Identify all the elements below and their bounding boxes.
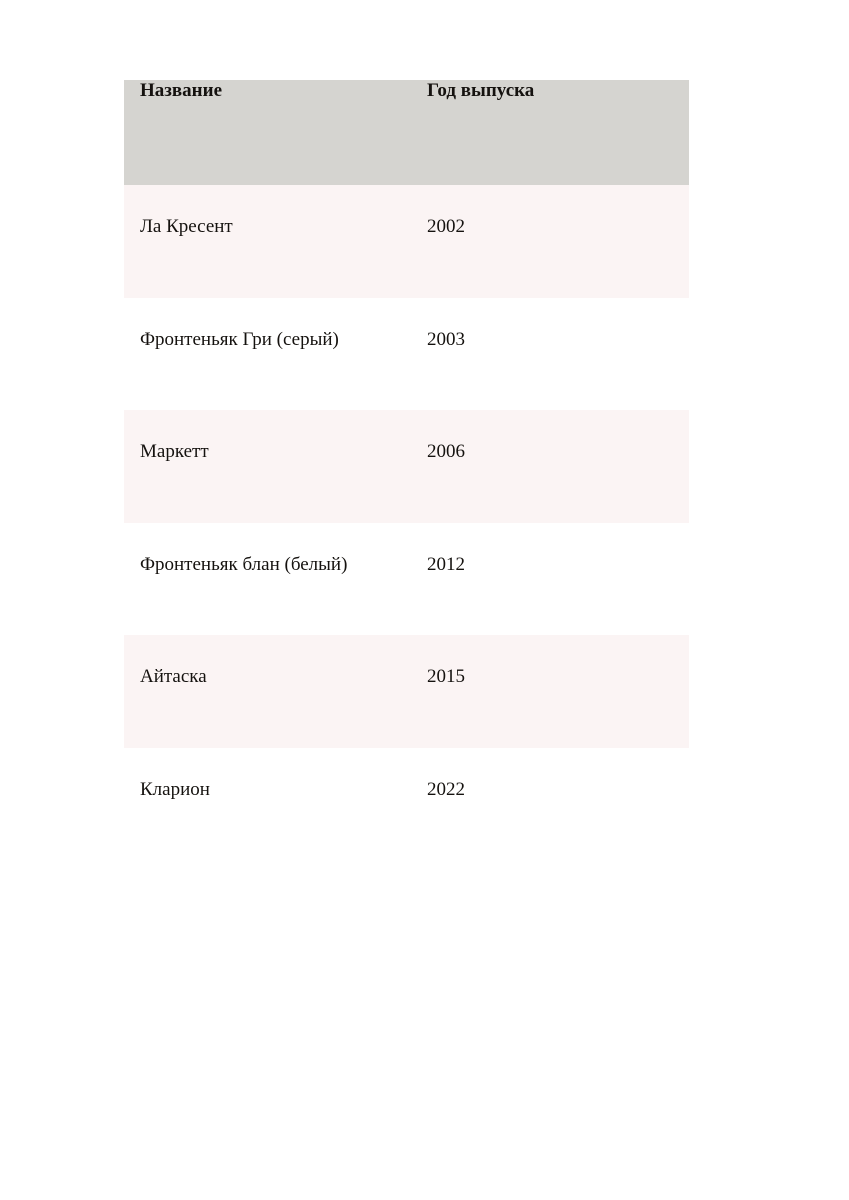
cell-year: 2012 — [427, 554, 465, 575]
cell-name: Маркетт — [140, 441, 209, 462]
cell-name: Фронтеньяк Гри (серый) — [140, 329, 339, 350]
table-row — [124, 635, 689, 748]
cell-year: 2003 — [427, 329, 465, 350]
table-row — [124, 748, 689, 860]
table-header-row — [124, 80, 689, 185]
cell-name: Айтаска — [140, 666, 207, 687]
table-row — [124, 410, 689, 523]
table-body — [124, 185, 689, 860]
grape-varieties-table — [124, 80, 689, 860]
cell-name: Ла Кресент — [140, 216, 233, 237]
table-row — [124, 523, 689, 635]
column-header-name: Название — [140, 80, 223, 101]
column-header-year: Год выпуска — [427, 80, 535, 101]
table-header — [124, 80, 689, 185]
cell-year: 2006 — [427, 441, 465, 462]
table-row — [124, 298, 689, 410]
cell-year: 2002 — [427, 216, 465, 237]
cell-year: 2022 — [427, 779, 465, 800]
table-row — [124, 185, 689, 298]
cell-name: Фронтеньяк блан (белый) — [140, 554, 348, 575]
table-container — [124, 80, 689, 860]
cell-name: Кларион — [140, 779, 210, 800]
cell-year: 2015 — [427, 666, 465, 687]
